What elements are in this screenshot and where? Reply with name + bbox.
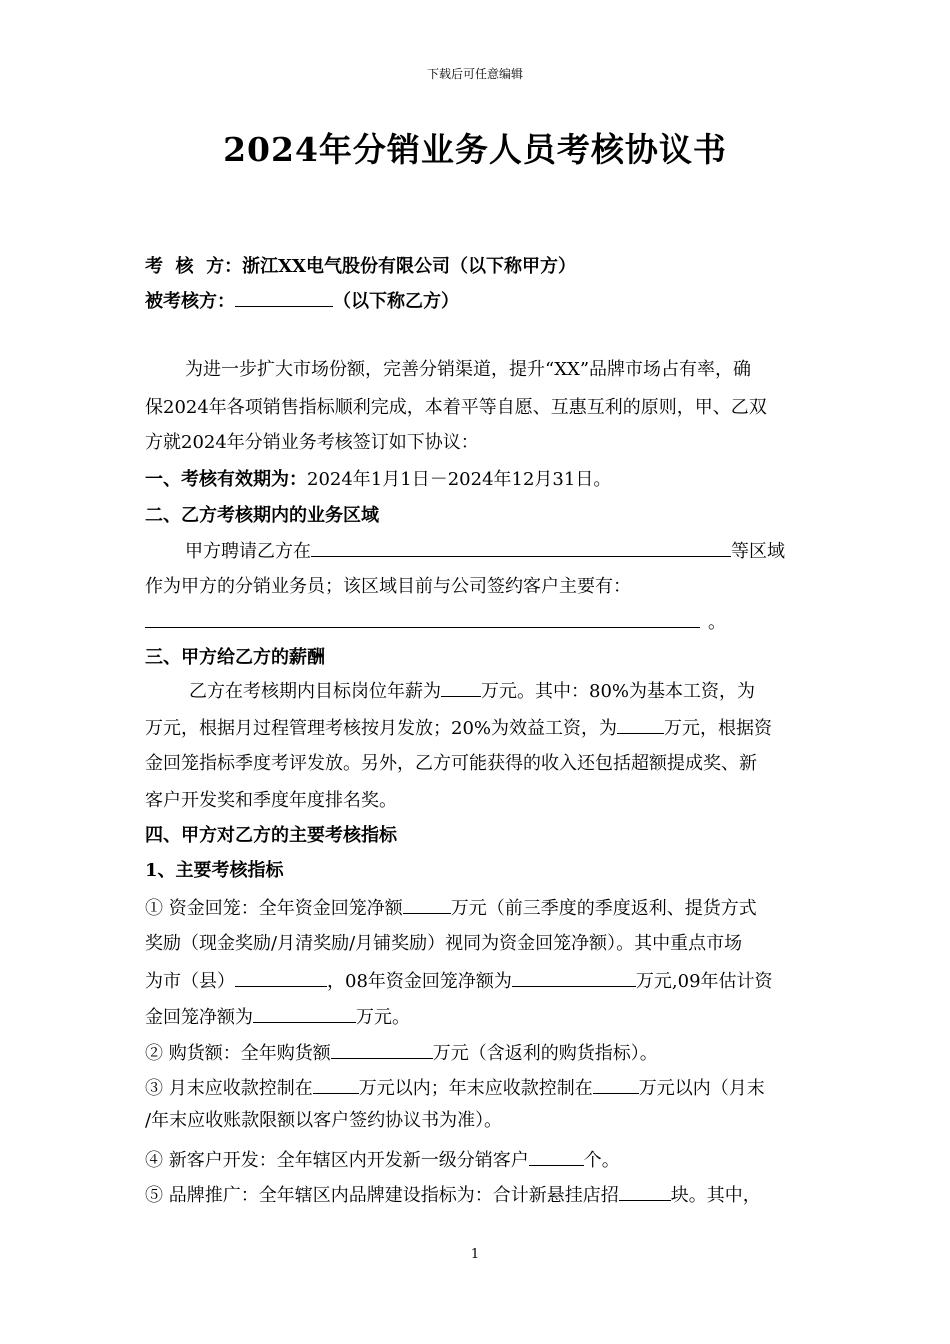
assessor-label: 考 核 方： xyxy=(145,256,243,277)
item5-prefix: ⑤ 品牌推广：全年辖区内品牌建设指标为：合计新悬挂店招 xyxy=(145,1185,619,1206)
intro-line-2: 保2024年各项销售指标顺利完成，本着平等自愿、互惠互利的原则，甲、乙双 xyxy=(145,397,767,418)
monthly-receivable-blank xyxy=(313,1074,359,1094)
item1-line1-prefix: ① 资金回笼：全年资金回笼净额 xyxy=(145,898,403,919)
item1-line3-a: 为市（县） xyxy=(145,971,235,992)
item4-suffix: 个。 xyxy=(583,1150,620,1171)
item1-line4-suffix: 万元。 xyxy=(356,1007,410,1028)
page-number: 1 xyxy=(470,1247,480,1262)
region-blank xyxy=(311,537,731,557)
section3-line2-prefix: 万元，根据月过程管理考核按月发放；20%为效益工资，为 xyxy=(145,718,618,739)
section4-heading: 四、甲方对乙方的主要考核指标 xyxy=(145,825,397,846)
item1-line-3 xyxy=(145,967,773,995)
item3-line-1 xyxy=(145,1074,765,1102)
signboard-blank xyxy=(619,1181,671,1201)
assessee-suffix: （以下称乙方） xyxy=(333,291,459,312)
section4-subheading: 1、主要考核指标 xyxy=(145,860,284,881)
yearly-receivable-blank xyxy=(593,1074,639,1094)
section1-heading: 一、考核有效期为： xyxy=(145,469,307,490)
item1-line4-prefix: 金回笼净额为 xyxy=(145,1007,253,1028)
item1-line-1 xyxy=(145,894,757,922)
item3-line1-b: 万元以内；年末应收款控制在 xyxy=(358,1078,593,1099)
salary-blank xyxy=(441,677,481,697)
section3-line2-suffix: 万元，根据资 xyxy=(664,718,773,739)
assessee-line xyxy=(145,287,459,315)
item1-line-4 xyxy=(145,1003,410,1031)
section3-line1-suffix: 万元。其中：80%为基本工资，为 xyxy=(481,681,756,702)
section3-heading: 三、甲方给乙方的薪酬 xyxy=(145,647,325,668)
section2-line1-prefix: 甲方聘请乙方在 xyxy=(185,541,311,562)
section2-heading: 二、乙方考核期内的业务区域 xyxy=(145,505,379,526)
item3-line-2: /年末应收账款限额以客户签约协议书为准）。 xyxy=(145,1110,503,1131)
item2-prefix: ② 购货额：全年购货额 xyxy=(145,1043,331,1064)
item4-prefix: ④ 新客户开发：全年辖区内开发新一级分销客户 xyxy=(145,1150,529,1171)
cash-return-blank xyxy=(403,894,451,914)
section3-line-4: 客户开发奖和季度年度排名奖。 xyxy=(145,790,397,811)
item1-line-2: 奖励（现金奖励/月清奖励/月铺奖励）视同为资金回笼净额）。其中重点市场 xyxy=(145,933,743,954)
document-title: 2024年分销业务人员考核协议书 xyxy=(223,130,727,169)
item5-suffix: 块。其中， xyxy=(670,1185,761,1206)
section2-line3-suffix: 。 xyxy=(708,612,726,633)
section2-line1-suffix: 等区域 xyxy=(731,541,785,562)
item1-line3-b: ，08年资金回笼净额为 xyxy=(327,971,512,992)
item3-line1-c: 万元以内（月末 xyxy=(638,1078,765,1099)
purchase-blank xyxy=(331,1039,433,1059)
header-note: 下载后可任意编辑 xyxy=(426,67,523,81)
item1-line3-c: 万元,09年估计资 xyxy=(635,971,773,992)
item2-line xyxy=(145,1039,658,1067)
item4-line xyxy=(145,1146,620,1174)
item1-line1-suffix: 万元（前三季度的季度返利、提货方式 xyxy=(450,898,757,919)
item5-line xyxy=(145,1181,761,1209)
intro-line-3: 方就2024年分销业务考核签订如下协议： xyxy=(145,432,479,453)
return-09-blank xyxy=(253,1003,356,1023)
assessor-value: 浙江XX电气股份有限公司（以下称甲方） xyxy=(242,256,577,277)
section2-line-3 xyxy=(145,608,726,636)
section1-text: 2024年1月1日－2024年12月31日。 xyxy=(307,469,612,490)
return-08-blank xyxy=(512,967,636,987)
new-clients-blank xyxy=(529,1146,584,1166)
intro-line-1: 为进一步扩大市场份额，完善分销渠道，提升“XX”品牌市场占有率，确 xyxy=(185,359,752,380)
key-market-blank xyxy=(235,967,327,987)
section2-line-1 xyxy=(185,537,785,565)
item2-suffix: 万元（含返利的购货指标）。 xyxy=(432,1043,658,1064)
section3-line-1 xyxy=(189,677,755,705)
assessee-label: 被考核方： xyxy=(145,291,235,312)
section1-line xyxy=(145,467,611,493)
clients-blank xyxy=(145,608,700,628)
section3-line-3: 金回笼指标季度考评发放。另外，乙方可能获得的收入还包括超额提成奖、新 xyxy=(145,753,757,774)
section3-line-2 xyxy=(145,714,772,742)
section3-line1-prefix: 乙方在考核期内目标岗位年薪为 xyxy=(189,681,441,702)
assessee-blank xyxy=(235,287,333,307)
item3-line1-a: ③ 月末应收款控制在 xyxy=(145,1078,313,1099)
assessor-line xyxy=(145,254,576,280)
bonus-blank xyxy=(617,714,664,734)
section2-line-2: 作为甲方的分销业务员；该区域目前与公司签约客户主要有： xyxy=(145,576,631,597)
